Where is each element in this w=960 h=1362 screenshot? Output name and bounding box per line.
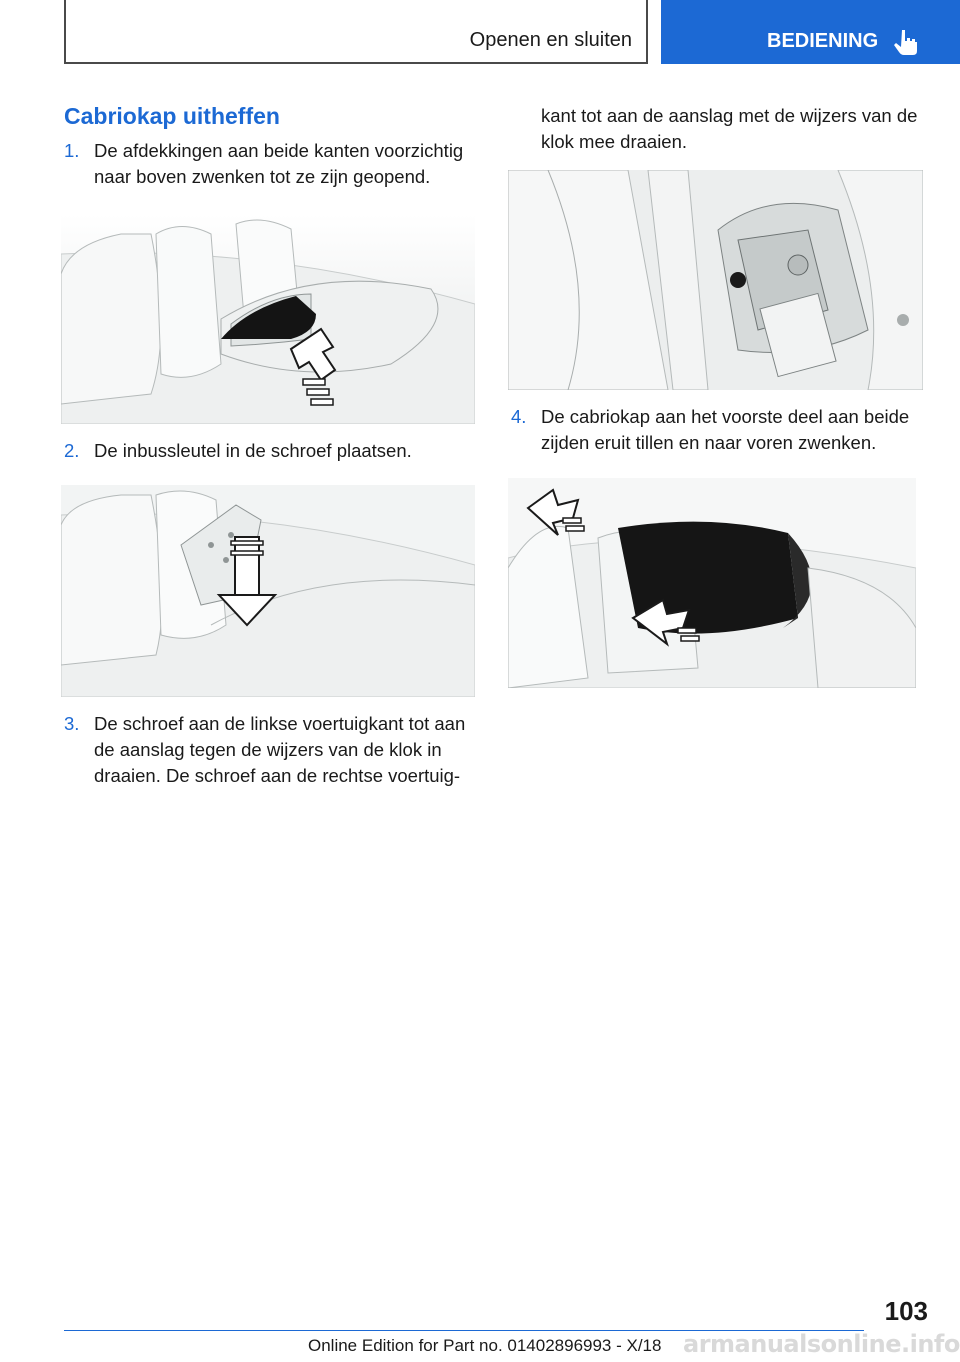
step-text-line: kant tot aan de aanslag met de wijzers van de bbox=[541, 105, 918, 126]
step-text-line: de aanslag tegen de wijzers van de klok in bbox=[94, 739, 442, 760]
page-number: 103 bbox=[884, 1296, 928, 1326]
step-text-line: klok mee draaien. bbox=[541, 131, 688, 152]
step-text-line: De afdekkingen aan beide kanten voorzichtig bbox=[94, 140, 464, 161]
header-chapter-tab bbox=[661, 0, 960, 64]
step-3-continuation bbox=[541, 103, 941, 155]
illustration-open-covers bbox=[61, 214, 475, 424]
chapter-title: BEDIENING bbox=[767, 30, 879, 52]
illustration-insert-hex-key bbox=[61, 485, 475, 697]
step-text-line: De inbussleutel in de schroef plaatsen. bbox=[94, 440, 412, 461]
illustration-lift-convertible-top bbox=[508, 478, 916, 688]
step-number: 2. bbox=[64, 440, 80, 461]
step-number: 4. bbox=[511, 406, 527, 427]
footer-edition-text: Online Edition for Part no. 01402896993 - X/18 bbox=[308, 1336, 662, 1355]
step-number: 3. bbox=[64, 713, 80, 734]
section-title: Openen en sluiten bbox=[469, 29, 632, 51]
step-text-line: De cabriokap aan het voorste deel aan beide bbox=[541, 406, 910, 427]
step-text-line: naar boven zwenken tot ze zijn geopend. bbox=[94, 166, 431, 187]
step-text-line: zijden eruit tillen en naar voren zwenken. bbox=[541, 432, 877, 453]
illustration-turn-screw bbox=[508, 170, 923, 390]
header-section-tab bbox=[64, 0, 648, 64]
pointing-hand-icon bbox=[893, 28, 921, 56]
section-heading: Cabriokap uitheffen bbox=[64, 103, 280, 129]
step-text-line: draaien. De schroef aan de rechtse voertuig- bbox=[94, 765, 461, 786]
step-text-line: De schroef aan de linkse voertuigkant tot aan bbox=[94, 713, 466, 734]
step-number: 1. bbox=[64, 140, 80, 161]
watermark-logo: armanualsonline.info bbox=[683, 1330, 960, 1358]
